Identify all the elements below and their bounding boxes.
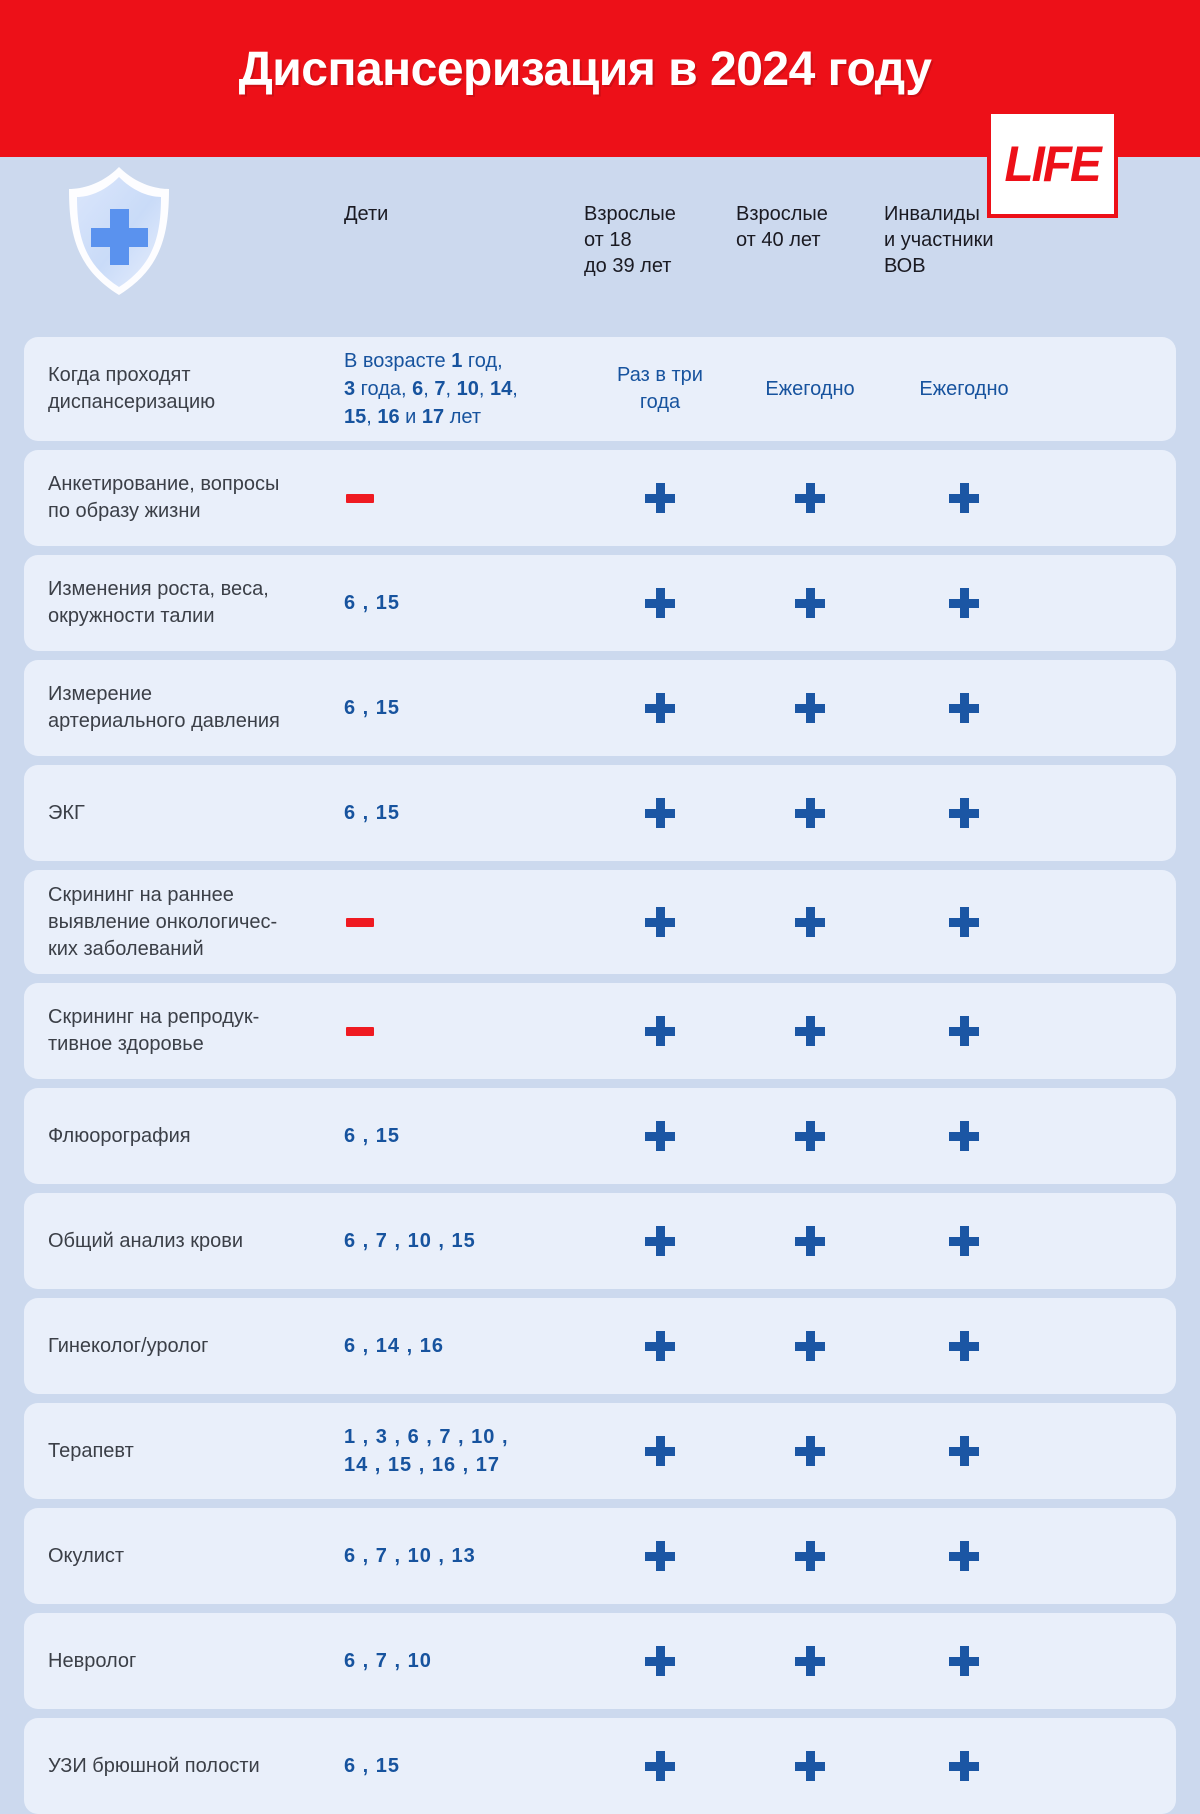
cell-kids: 6 , 15 xyxy=(344,697,401,719)
dash-icon xyxy=(346,494,374,503)
cell-adults-18-39 xyxy=(584,1751,736,1781)
plus-icon xyxy=(795,1646,825,1676)
column-header-adults-18-39-line3: до 39 лет xyxy=(584,255,672,277)
cell-adults-18-39 xyxy=(584,1121,736,1151)
cell-kids-line1: 1 , 3 , 6 , 7 , 10 , xyxy=(344,1426,509,1448)
row-label-line1: Флюорография xyxy=(48,1124,191,1147)
plus-icon xyxy=(795,1016,825,1046)
plus-icon xyxy=(645,1436,675,1466)
cell-invalids xyxy=(884,483,1044,513)
cell-adults-18-39 xyxy=(584,1016,736,1046)
plus-icon xyxy=(949,1541,979,1571)
cell-invalids xyxy=(884,1436,1044,1466)
plus-icon xyxy=(795,588,825,618)
cell-kids: 6 , 7 , 10 xyxy=(344,1650,432,1672)
cell-kids-line1: В возрасте 1 год, xyxy=(344,350,503,372)
column-header-adults-40-line2: от 40 лет xyxy=(736,229,821,251)
row-label xyxy=(24,1438,344,1465)
plus-icon xyxy=(795,1751,825,1781)
plus-icon xyxy=(949,907,979,937)
plus-icon xyxy=(795,907,825,937)
row-label-line1: Общий анализ крови xyxy=(48,1229,244,1252)
dash-icon xyxy=(346,918,374,927)
table-row xyxy=(24,660,1176,756)
cell-adults-18-39-line1: Раз в три xyxy=(617,364,703,386)
cell-invalids xyxy=(884,907,1044,937)
plus-icon xyxy=(645,1646,675,1676)
life-logo-text: LIFE xyxy=(1004,136,1101,192)
column-header-adults-40 xyxy=(736,201,884,279)
cell-adults-40 xyxy=(736,1226,884,1256)
row-label xyxy=(24,882,344,963)
column-header-invalids-line1: Инвалиды xyxy=(884,203,980,225)
row-label xyxy=(24,1123,344,1150)
row-label-line1: ЭКГ xyxy=(48,801,85,824)
table-row xyxy=(24,555,1176,651)
table-row xyxy=(24,1613,1176,1709)
row-label-line1: Терапевт xyxy=(48,1439,134,1462)
cell-adults-18-39 xyxy=(584,1331,736,1361)
cell-adults-18-39 xyxy=(584,693,736,723)
table-row xyxy=(24,1193,1176,1289)
row-label-line1: Невролог xyxy=(48,1649,137,1672)
cell-adults-40 xyxy=(736,1436,884,1466)
plus-icon xyxy=(795,798,825,828)
cell-invalids xyxy=(884,588,1044,618)
column-header-invalids-line2: и участники xyxy=(884,229,994,251)
plus-icon xyxy=(645,1751,675,1781)
row-label-line1: Измерение xyxy=(48,683,153,705)
cell-kids: 6 , 7 , 10 , 13 xyxy=(344,1545,476,1567)
plus-icon xyxy=(949,1751,979,1781)
life-logo xyxy=(987,110,1118,218)
row-label-line1: Скрининг на раннее xyxy=(48,883,234,906)
cell-invalids xyxy=(884,1541,1044,1571)
row-label-line2: артериального давления xyxy=(48,710,280,732)
plus-icon xyxy=(949,798,979,828)
cell-kids-line2: 14 , 15 , 16 , 17 xyxy=(344,1454,500,1476)
cell-kids: 6 , 15 xyxy=(344,1755,401,1777)
plus-icon xyxy=(795,1331,825,1361)
plus-icon xyxy=(949,1121,979,1151)
cell-adults-40 xyxy=(736,588,884,618)
cell-adults-18-39 xyxy=(584,1646,736,1676)
row-label-line3: ких заболеваний xyxy=(48,937,204,960)
cell-adults-40 xyxy=(736,1331,884,1361)
cell-adults-40: Ежегодно xyxy=(765,377,855,400)
cell-adults-18-39 xyxy=(584,483,736,513)
plus-icon xyxy=(949,693,979,723)
row-label xyxy=(24,681,344,735)
cell-adults-40 xyxy=(736,1121,884,1151)
row-label xyxy=(24,471,344,525)
cell-adults-40 xyxy=(736,1646,884,1676)
row-label-line1: Анкетирование, вопросы xyxy=(48,473,280,495)
cell-invalids xyxy=(884,1331,1044,1361)
row-label xyxy=(24,1648,344,1675)
dash-icon xyxy=(346,1027,374,1036)
cell-invalids xyxy=(884,1016,1044,1046)
cell-kids xyxy=(344,347,584,431)
cell-invalids xyxy=(884,1646,1044,1676)
plus-icon xyxy=(645,1016,675,1046)
cell-kids: 6 , 7 , 10 , 15 xyxy=(344,1230,476,1252)
table-row xyxy=(24,1508,1176,1604)
cell-invalids xyxy=(884,693,1044,723)
plus-icon xyxy=(645,1121,675,1151)
row-label-line1: Изменения роста, веса, xyxy=(48,578,269,600)
row-label xyxy=(24,576,344,630)
plus-icon xyxy=(949,483,979,513)
table-row xyxy=(24,1088,1176,1184)
column-header-invalids-line3: ВОВ xyxy=(884,255,926,277)
row-label xyxy=(24,1753,344,1780)
plus-icon xyxy=(949,1436,979,1466)
table-row xyxy=(24,765,1176,861)
column-header-adults-40-line1: Взрослые xyxy=(736,203,828,225)
row-label xyxy=(24,800,344,827)
plus-icon xyxy=(795,1121,825,1151)
column-header-adults-18-39-line1: Взрослые xyxy=(584,203,676,225)
cell-adults-40 xyxy=(736,1541,884,1571)
plus-icon xyxy=(949,588,979,618)
table-row xyxy=(24,983,1176,1079)
cell-adults-18-39 xyxy=(584,798,736,828)
page-title: Диспансеризация в 2024 году xyxy=(238,43,932,96)
plus-icon xyxy=(795,1436,825,1466)
cell-kids xyxy=(344,484,584,512)
table-row xyxy=(24,1298,1176,1394)
column-header-kids: Дети xyxy=(344,203,389,225)
table-row xyxy=(24,450,1176,546)
plus-icon xyxy=(949,1226,979,1256)
row-label-line1: Гинеколог/уролог xyxy=(48,1334,209,1357)
row-label-line2: диспансеризацию xyxy=(48,391,216,413)
cell-adults-18-39 xyxy=(584,362,736,416)
cell-adults-40 xyxy=(736,798,884,828)
plus-icon xyxy=(645,483,675,513)
row-label-line2: тивное здоровье xyxy=(48,1033,204,1055)
cell-kids: 6 , 15 xyxy=(344,1125,401,1147)
cell-kids xyxy=(344,1423,584,1479)
table-row xyxy=(24,1403,1176,1499)
row-label-line1: УЗИ брюшной полости xyxy=(48,1754,260,1777)
plus-icon xyxy=(645,1331,675,1361)
plus-icon xyxy=(949,1646,979,1676)
column-header-adults-18-39-line2: от 18 xyxy=(584,229,632,251)
cell-adults-18-39 xyxy=(584,588,736,618)
plus-icon xyxy=(645,798,675,828)
plus-icon xyxy=(645,588,675,618)
row-label-line1: Скрининг на репродук- xyxy=(48,1006,260,1028)
cell-invalids: Ежегодно xyxy=(919,377,1009,400)
cell-kids xyxy=(344,908,584,936)
cell-invalids xyxy=(884,1751,1044,1781)
cell-adults-40 xyxy=(736,1751,884,1781)
table-row xyxy=(24,1718,1176,1814)
plus-icon xyxy=(795,1226,825,1256)
cell-adults-40 xyxy=(736,1016,884,1046)
row-label-line1: Когда проходят xyxy=(48,364,191,386)
row-label-line2: по образу жизни xyxy=(48,500,201,522)
cell-invalids xyxy=(884,1121,1044,1151)
cell-kids-line3: 15, 16 и 17 лет xyxy=(344,406,482,428)
cell-adults-18-39 xyxy=(584,1226,736,1256)
plus-icon xyxy=(949,1331,979,1361)
plus-icon xyxy=(795,693,825,723)
row-label xyxy=(24,362,344,416)
table-row xyxy=(24,337,1176,441)
row-label xyxy=(24,1228,344,1255)
plus-icon xyxy=(795,483,825,513)
column-header-name xyxy=(24,201,344,279)
row-label-line2: выявление онкологичес- xyxy=(48,910,278,933)
cell-adults-18-39-line2: года xyxy=(639,391,681,413)
cell-kids: 6 , 15 xyxy=(344,592,401,614)
cell-adults-40 xyxy=(736,907,884,937)
row-label-line1: Окулист xyxy=(48,1544,125,1567)
table-row xyxy=(24,870,1176,974)
plus-icon xyxy=(645,1226,675,1256)
plus-icon xyxy=(645,907,675,937)
plus-icon xyxy=(949,1016,979,1046)
table-rows xyxy=(0,337,1200,1814)
cell-adults-18-39 xyxy=(584,1436,736,1466)
row-label xyxy=(24,1543,344,1570)
cell-kids: 6 , 14 , 16 xyxy=(344,1335,444,1357)
cell-invalids xyxy=(884,798,1044,828)
cell-adults-18-39 xyxy=(584,907,736,937)
plus-icon xyxy=(795,1541,825,1571)
cell-invalids xyxy=(884,1226,1044,1256)
column-header-adults-18-39 xyxy=(584,201,736,279)
cell-adults-18-39 xyxy=(584,1541,736,1571)
cell-kids: 6 , 15 xyxy=(344,802,401,824)
row-label xyxy=(24,1004,344,1058)
cell-kids xyxy=(344,1017,584,1045)
plus-icon xyxy=(645,693,675,723)
row-label xyxy=(24,1333,344,1360)
row-label-line2: окружности талии xyxy=(48,605,215,627)
cell-adults-40 xyxy=(736,693,884,723)
cell-kids-line2: 3 года, 6, 7, 10, 14, xyxy=(344,378,518,400)
cell-adults-40 xyxy=(736,483,884,513)
plus-icon xyxy=(645,1541,675,1571)
